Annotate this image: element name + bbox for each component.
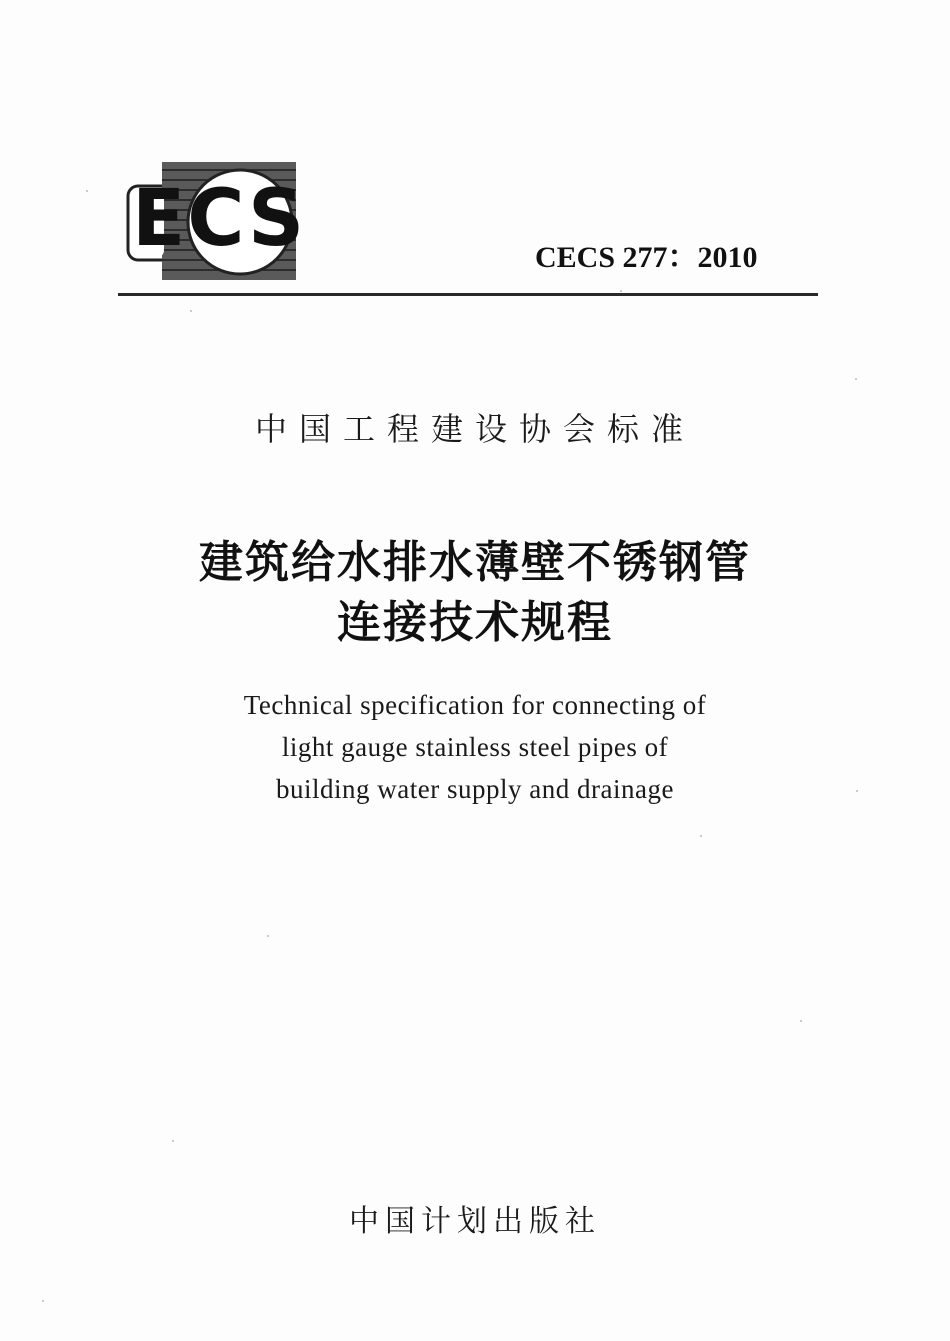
english-title-line-3: building water supply and drainage xyxy=(276,774,674,804)
scan-speck xyxy=(86,190,88,192)
scan-speck xyxy=(800,1020,802,1022)
scan-speck xyxy=(190,310,192,312)
scan-speck xyxy=(620,290,622,292)
scan-speck xyxy=(700,835,702,837)
ecs-logo xyxy=(124,158,324,288)
standard-code: CECS 277：2010 xyxy=(535,241,758,274)
main-title-line-1: 建筑给水排水薄壁不锈钢管 xyxy=(199,537,751,588)
publisher-name: 中国计划出版社 xyxy=(349,1204,601,1239)
header-rule xyxy=(118,293,818,296)
organization-title: 中国工程建设协会标准 xyxy=(254,410,695,448)
main-title-line-2: 连接技术规程 xyxy=(337,597,613,648)
ecs-logo-text: ECS xyxy=(132,174,307,264)
scan-speck xyxy=(172,1140,174,1142)
english-title-line-2: light gauge stainless steel pipes of xyxy=(281,732,669,762)
scan-speck xyxy=(855,378,857,380)
scan-speck xyxy=(267,935,269,937)
english-title-line-1: Technical specification for connecting of xyxy=(243,690,707,720)
scan-speck xyxy=(42,1300,44,1302)
